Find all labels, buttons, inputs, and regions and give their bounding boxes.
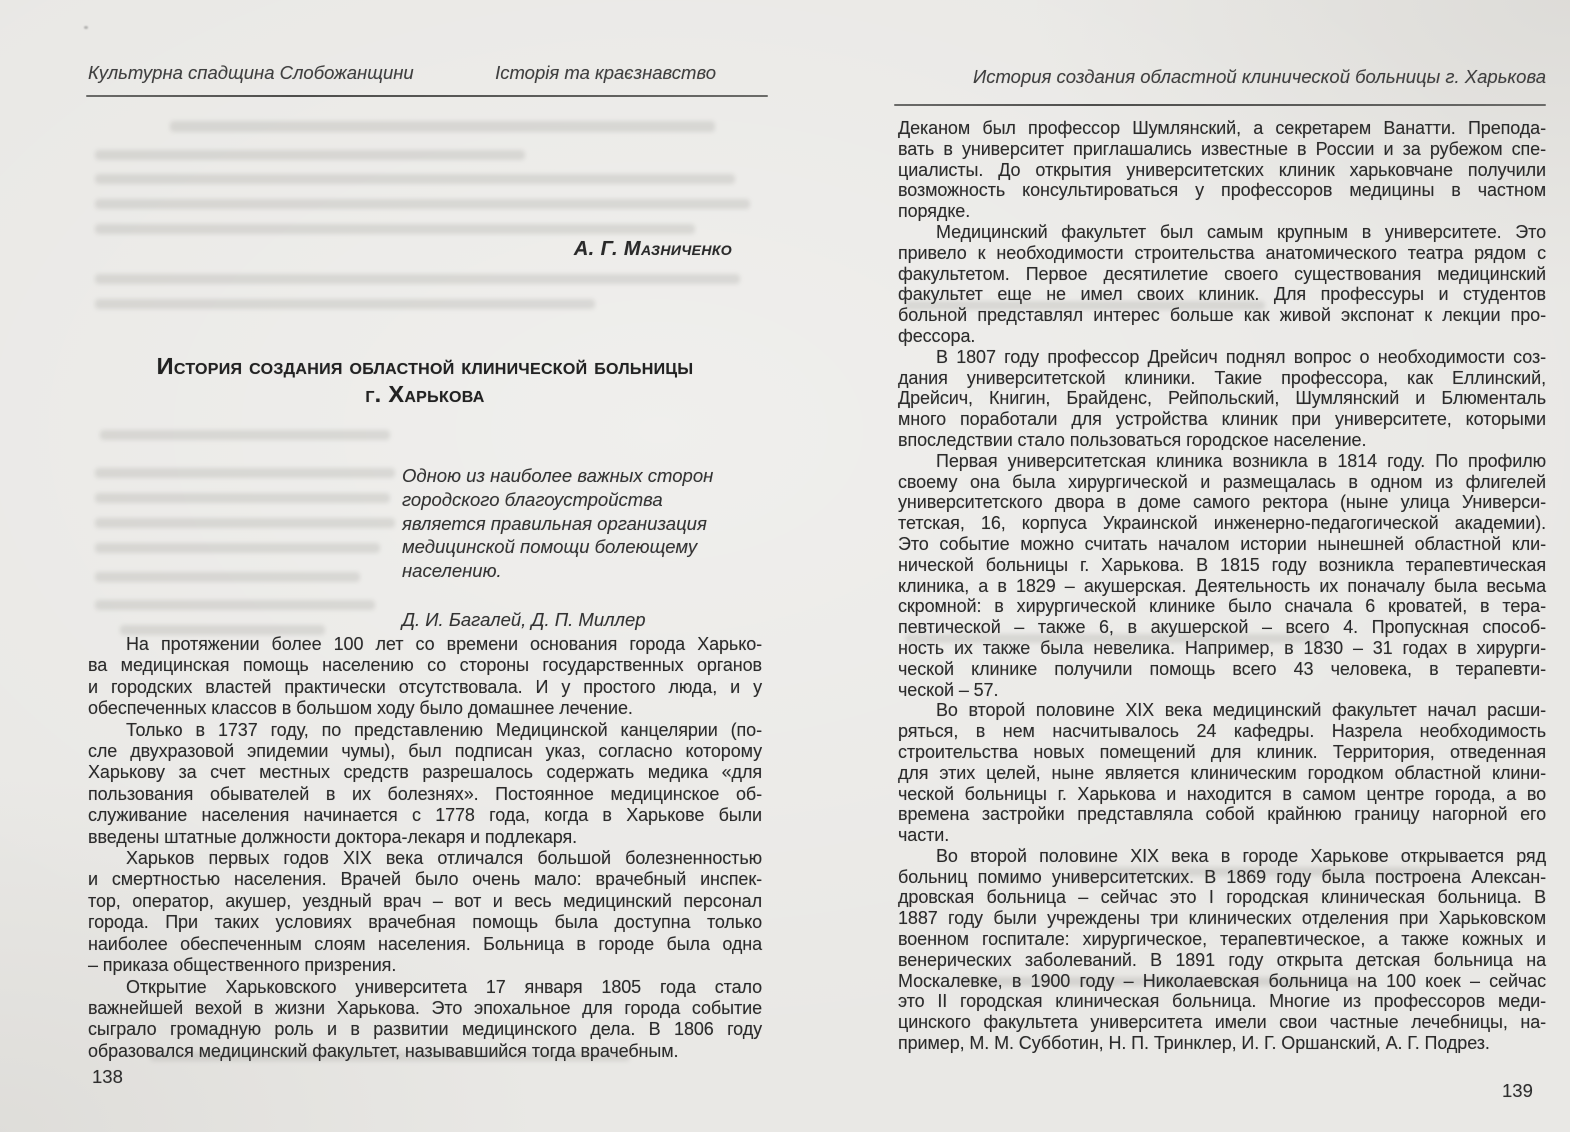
text-line: клиника, а в 1829 – акушерская. Деятельность их поначалу была весьма xyxy=(898,575,1546,596)
text-line: больниц помимо университетских. В 1869 году была построена Алексан- xyxy=(898,866,1546,887)
text-line: служивание населения начинается с 1778 года, когда в Харькове были xyxy=(88,805,762,826)
text-line: дровская больница – сейчас это I городская клиническая больница. В xyxy=(898,887,1546,908)
text-line: городского благоустройства xyxy=(402,488,663,510)
text-line: является правильная организация xyxy=(402,512,707,534)
text-line: Дрейсич, Книгин, Брайденс, Рейпольский, Шумлянский и Блюменталь xyxy=(898,388,1546,409)
text-line: ва медицинская помощь населению со стороны государственных органов xyxy=(88,655,762,676)
text-line: На протяжении более 100 лет со времени основания города Харько- xyxy=(126,634,762,654)
text-line: 1887 году были учреждены три клинических отделения при Харьковском xyxy=(898,908,1546,929)
text-line: наиболее обеспеченным слоям населения. Больница в городе была одна xyxy=(88,933,762,954)
paragraph xyxy=(898,700,1546,846)
header-rule-right xyxy=(894,104,1546,106)
text-line: медицинской помощи болеющему xyxy=(402,536,698,558)
text-line: части. xyxy=(898,825,950,846)
paragraph xyxy=(898,118,1546,222)
text-line: факультет еще не имел своих клиник. Для профессуры и студентов xyxy=(898,284,1546,305)
text-line: цинского факультета университета имели свои частные лечебницы, на- xyxy=(898,1012,1546,1033)
text-line: Одною из наиболее важных сторон xyxy=(402,465,714,486)
text-line: Медицинский факультет был самым крупным в университете. Это xyxy=(936,221,1546,242)
text-line: Москалевке, в 1900 году – Николаевская больница на 100 коек – сейчас xyxy=(898,970,1546,991)
text-line: тетская, 16, корпуса Украинской инженерно-педагогической академии). xyxy=(898,513,1546,534)
text-line: нической больницы г. Харькова. В 1815 году возникла терапевтическая xyxy=(898,554,1546,575)
text-line: Первая университетская клиника возникла в 1814 году. По профилю xyxy=(936,450,1546,471)
text-line: Во второй половине XIX века в городе Харькове открывается ряд xyxy=(936,845,1546,866)
text-line: Открытие Харьковского университета 17 января 1805 года стало xyxy=(126,976,762,997)
text-line: ческой больницы г. Харькова и находится в самом центре города, а во xyxy=(898,783,1546,804)
text-line: дания университетской клиники. Такие профессора, как Еллинский, xyxy=(898,367,1546,388)
text-line: и городских властей практически отсутствовала. И у простого люда, и у xyxy=(88,676,762,697)
text-line: впоследствии стало пользоваться городское население. xyxy=(898,429,1367,450)
text-line: обеспеченных классов в большом ходу было домашнее лечение. xyxy=(88,698,633,719)
text-line: – приказа общественного призрения. xyxy=(88,955,397,976)
paragraph xyxy=(898,222,1546,347)
text-line: военном госпитале: хирургическое, терапевтическое, а также кожных и xyxy=(898,929,1546,950)
running-head-series: Культурна спадщина Слобожанщини xyxy=(88,62,414,83)
text-line: образовался медицинский факультет, называвшийся тогда врачебным. xyxy=(88,1040,679,1061)
text-line: важнейшей вехой в жизни Харькова. Это эпохальное для города событие xyxy=(88,997,762,1018)
text-line: и смертностью населения. Врачей было очень мало: врачебный инспек- xyxy=(88,869,762,890)
running-head-right-page: История создания областной клинической больницы г. Харькова xyxy=(972,66,1546,87)
text-line: времена застройки представляла собой крайнюю границу нагорной его xyxy=(898,804,1546,825)
text-line: ность их также была невелика. Например, в 1830 – 31 годах в хирурги- xyxy=(898,637,1546,658)
text-line: это II городская клиническая больница. Многие из профессоров меди- xyxy=(898,991,1546,1012)
running-head-section: Історія та краєзнавство xyxy=(495,62,716,83)
text-line: университетского двора в доме самого ректора (ныне улица Универси- xyxy=(898,492,1546,513)
text-line: Деканом был профессор Шумлянский, а секретарем Ванатти. Препода- xyxy=(898,118,1546,138)
text-line: города. При таких условиях врачебная помощь была доступна только xyxy=(88,912,762,933)
text-line: порядке. xyxy=(898,201,971,222)
paragraph xyxy=(898,347,1546,451)
article-author: А. Г. Мазниченко xyxy=(573,238,732,260)
paragraph xyxy=(898,846,1546,1054)
text-line: Только в 1737 году, по представлению Медицинской канцелярии (по- xyxy=(126,719,762,740)
epigraph-attribution: Д. И. Багалей, Д. П. Миллер xyxy=(402,608,646,630)
text-line: сыграло громадную роль и в развитии медицинского дела. В 1806 году xyxy=(88,1019,762,1040)
text-line: Это событие можно считать началом истории нынешней областной кли- xyxy=(898,533,1546,554)
article-title-line1: История создания областной клинической больницы xyxy=(156,353,694,379)
text-line: для этих целей, ныне является клиническим городком областной клини- xyxy=(898,762,1546,783)
text-line: своему она была хирургической и размещалась в одном из флигелей xyxy=(898,471,1546,492)
text-line: пример, М. М. Субботин, Н. П. Тринклер, И. Г. Оршанский, А. Г. Подрез. xyxy=(898,1033,1490,1054)
text-line: ческой клинике получили помощь всего 43 человека, в терапевти- xyxy=(898,658,1546,679)
text-line: больной представлял интерес больше как живой экспонат к лекции про- xyxy=(898,305,1546,326)
text-line: Харькову за счет местных средств разрешалось содержать медика «для xyxy=(88,762,762,783)
text-line: много поработали для устройства клиник при университете, которыми xyxy=(898,409,1546,430)
text-line: ческой – 57. xyxy=(898,679,999,700)
text-line: Харьков первых годов XIX века отличался большой болезненностью xyxy=(126,848,762,869)
text-line: привело к необходимости строительства анатомического театра рядом с xyxy=(898,242,1546,263)
article-title-line2: г. Харькова xyxy=(365,381,485,407)
text-line: певтической – также 6, в акушерской – всего 4. Пропускная способ- xyxy=(898,617,1546,638)
body-text-right xyxy=(898,118,1546,1054)
text-line: фессора. xyxy=(898,325,976,346)
text-line: населению. xyxy=(402,560,502,582)
text-line: сле двухразовой эпидемии чумы), был подписан указ, согласно которому xyxy=(88,741,762,762)
text-line: скромной: в хирургической клинике было сначала 6 кроватей, в тера- xyxy=(898,596,1546,617)
page-number-left: 138 xyxy=(92,1066,123,1087)
paragraph xyxy=(898,451,1546,701)
text-line: вать в университет приглашались известные в России и за рубежом спе- xyxy=(898,138,1546,159)
text-line: возможность консультироваться у профессоров медицины в частном xyxy=(898,180,1546,201)
text-line: ряться, в нем насчитывалось 24 кафедры. Назрела необходимость xyxy=(898,721,1546,742)
text-line: пользования обывателей в их болезнях». Постоянное медицинское об- xyxy=(88,783,762,804)
text-line: Во второй половине XIX века медицинский факультет начал расши- xyxy=(936,700,1546,721)
page-number-right: 139 xyxy=(1502,1080,1533,1101)
text-line: циалисты. До открытия университетских клиник харьковчане получили xyxy=(898,159,1546,180)
text-line: В 1807 году профессор Дрейсич поднял вопрос о необходимости соз- xyxy=(936,346,1546,367)
text-line: факультетом. Первое десятилетие своего существования медицинский xyxy=(898,263,1546,284)
text-line: тор, оператор, акушер, уездный врач – вот и весь медицинский персонал xyxy=(88,890,762,911)
text-line: строительства новых помещений для клиник. Территория, отведенная xyxy=(898,741,1546,762)
text-line: венерических заболеваний. В 1891 году открыта детская больница на xyxy=(898,949,1546,970)
text-line: введены штатные должности доктора-лекаря и подлекаря. xyxy=(88,826,578,847)
